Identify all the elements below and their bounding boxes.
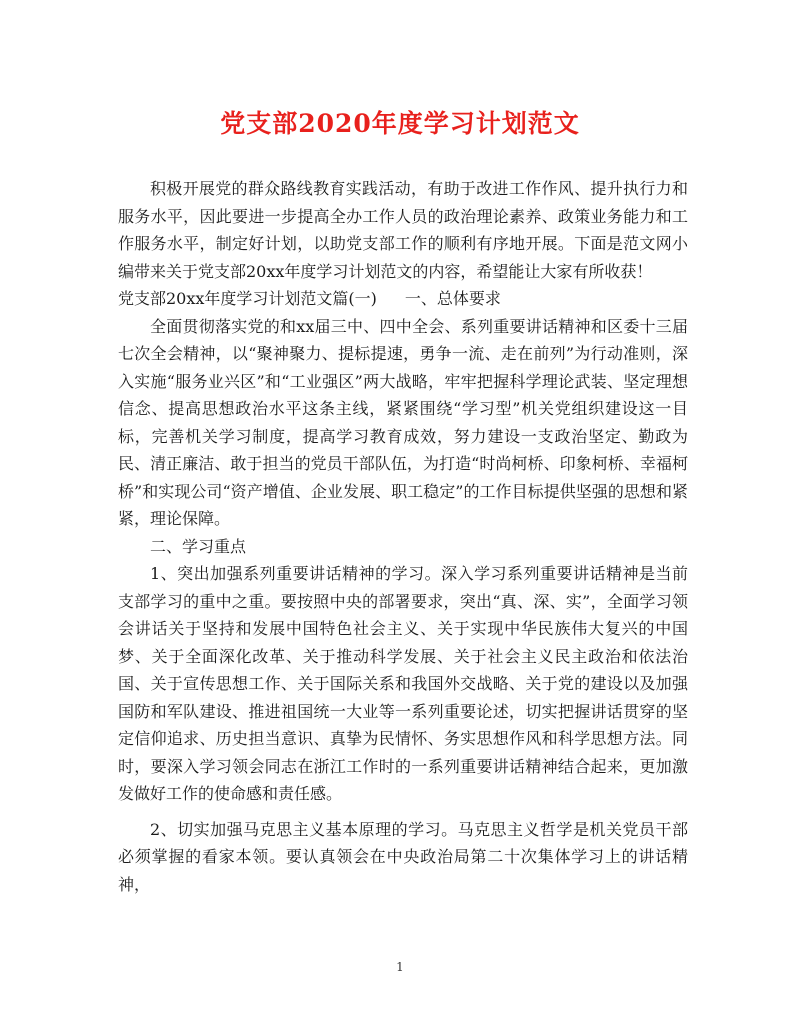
study-focus-item-2: 2、切实加强马克思主义基本原理的学习。马克思主义哲学是机关党员干部必须掌握的看家本领。要认真领会在中央政治局第二十次集体学习上的讲话精神， xyxy=(118,819,688,894)
section-heading-line xyxy=(118,285,688,313)
general-requirements-paragraph: 全面贯彻落实党的和xx届三中、四中全会、系列重要讲话精神和区委十三届七次全会精神，以“聚神聚力、提标提速，勇争一流、走在前列”为行动准则，深入实施“服务业兴区”和“工业强区”两大战略，牢牢把握科学理论武装、坚定理想信念、提高思想政治水平这条主线，紧紧围绕“学习型”机关党组织建设这一目标，完善机关学习制度，提高学习教育成效，努力建设一支政治坚定、勤政为民、清正廉洁、敢于担当的党员干部队伍，为打造“时尚柯桥、印象柯桥、幸福柯桥”和实现公司“资产增值、企业发展、职工稳定”的工作目标提供坚强的思想和紧紧，理论保障。 xyxy=(118,316,688,528)
study-focus-item-1: 1、突出加强系列重要讲话精神的学习。深入学习系列重要讲话精神是当前支部学习的重中之重。要按照中央的部署要求，突出“真、深、实”，全面学习领会讲话关于坚持和发展中国特色社会主义、关于实现中华民族伟大复兴的中国梦、关于全面深化改革、关于推动科学发展、关于社会主义民主政治和依法治国、关于宣传思想工作、关于国际关系和我国外交战略、关于党的建设以及加强国防和军队建设、推进祖国统一大业等一系列重要论述，切实把握讲话贯穿的坚定信仰追求、历史担当意识、真挚为民情怀、务实思想作风和科学思想方法。同时，要深入学习领会同志在浙江工作时的一系列重要讲话精神结合起来，更加激发做好工作的使命感和责任感。 xyxy=(118,564,688,803)
heading-general-requirements: 一、总体要求 xyxy=(404,289,501,308)
intro-paragraph: 积极开展党的群众路线教育实践活动，有助于改进工作作风、提升执行力和服务水平，因此要进一步提高全办工作人员的政治理论素养、政策业务能力和工作服务水平，制定好计划，以助党支部工作的顺利有序地开展。下面是范文网小编带来关于党支部20xx年度学习计划范文的内容，希望能让大家有所收获！ xyxy=(118,179,688,281)
article-subtitle: 党支部20xx年度学习计划范文篇(一) xyxy=(118,289,377,308)
page-number: 1 xyxy=(396,960,404,974)
document-body xyxy=(118,175,688,898)
document-title: 党支部2020年度学习计划范文 xyxy=(220,109,580,138)
heading-study-focus: 二、学习重点 xyxy=(150,536,247,556)
